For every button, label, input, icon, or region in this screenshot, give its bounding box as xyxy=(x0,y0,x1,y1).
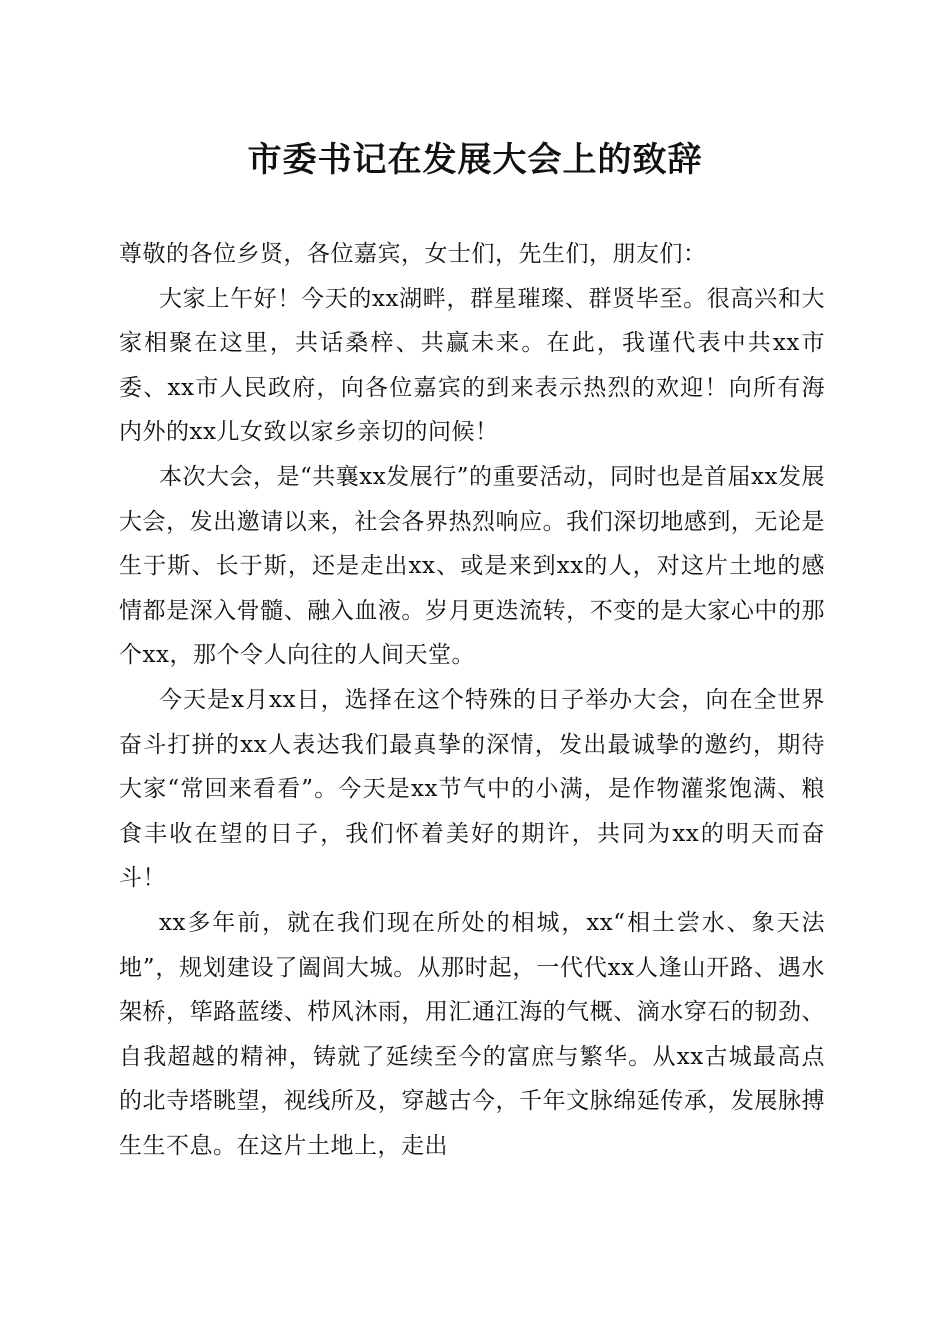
paragraph-3: 今天是x月xx日，选择在这个特殊的日子举办大会，向在全世界奋斗打拼的xx人表达我们最真挚的深情，发出最诚挚的邀约，期待大家“常回来看看”。今天是xx节气中的小满，是作物灌浆饱满、粮食丰收在望的日子，我们怀着美好的期许，共同为xx的明天而奋斗！ xyxy=(119,686,825,892)
paragraph-4: xx多年前，就在我们现在所处的相城，xx“相土尝水、象天法地”，规划建设了阖闾大城。从那时起，一代代xx人逢山开路、遇水架桥，筚路蓝缕、栉风沐雨，用汇通江海的气概、滴水穿石的韧劲、自我超越的精神，铸就了延续至今的富庶与繁华。从xx古城最高点的北寺塔眺望，视线所及，穿越古今，千年文脉绵延传承，发展脉搏生生不息。在这片土地上，走出 xyxy=(119,909,825,1159)
document-body xyxy=(119,232,825,1168)
paragraph-1: 大家上午好！今天的xx湖畔，群星璀璨、群贤毕至。很高兴和大家相聚在这里，共话桑梓、共赢未来。在此，我谨代表中共xx市委、xx市人民政府，向各位嘉宾的到来表示热烈的欢迎！向所有海内外的xx儿女致以家乡亲切的问候！ xyxy=(119,285,825,446)
document-title: 市委书记在发展大会上的致辞 xyxy=(247,140,703,180)
paragraph-2: 本次大会，是“共襄xx发展行”的重要活动，同时也是首届xx发展大会，发出邀请以来，社会各界热烈响应。我们深切地感到，无论是生于斯、长于斯，还是走出xx、或是来到xx的人，对这片土地的感情都是深入骨髓、融入血液。岁月更迭流转，不变的是大家心中的那个xx，那个令人向往的人间天堂。 xyxy=(119,463,825,669)
salutation: 尊敬的各位乡贤，各位嘉宾，女士们，先生们，朋友们： xyxy=(119,241,707,267)
